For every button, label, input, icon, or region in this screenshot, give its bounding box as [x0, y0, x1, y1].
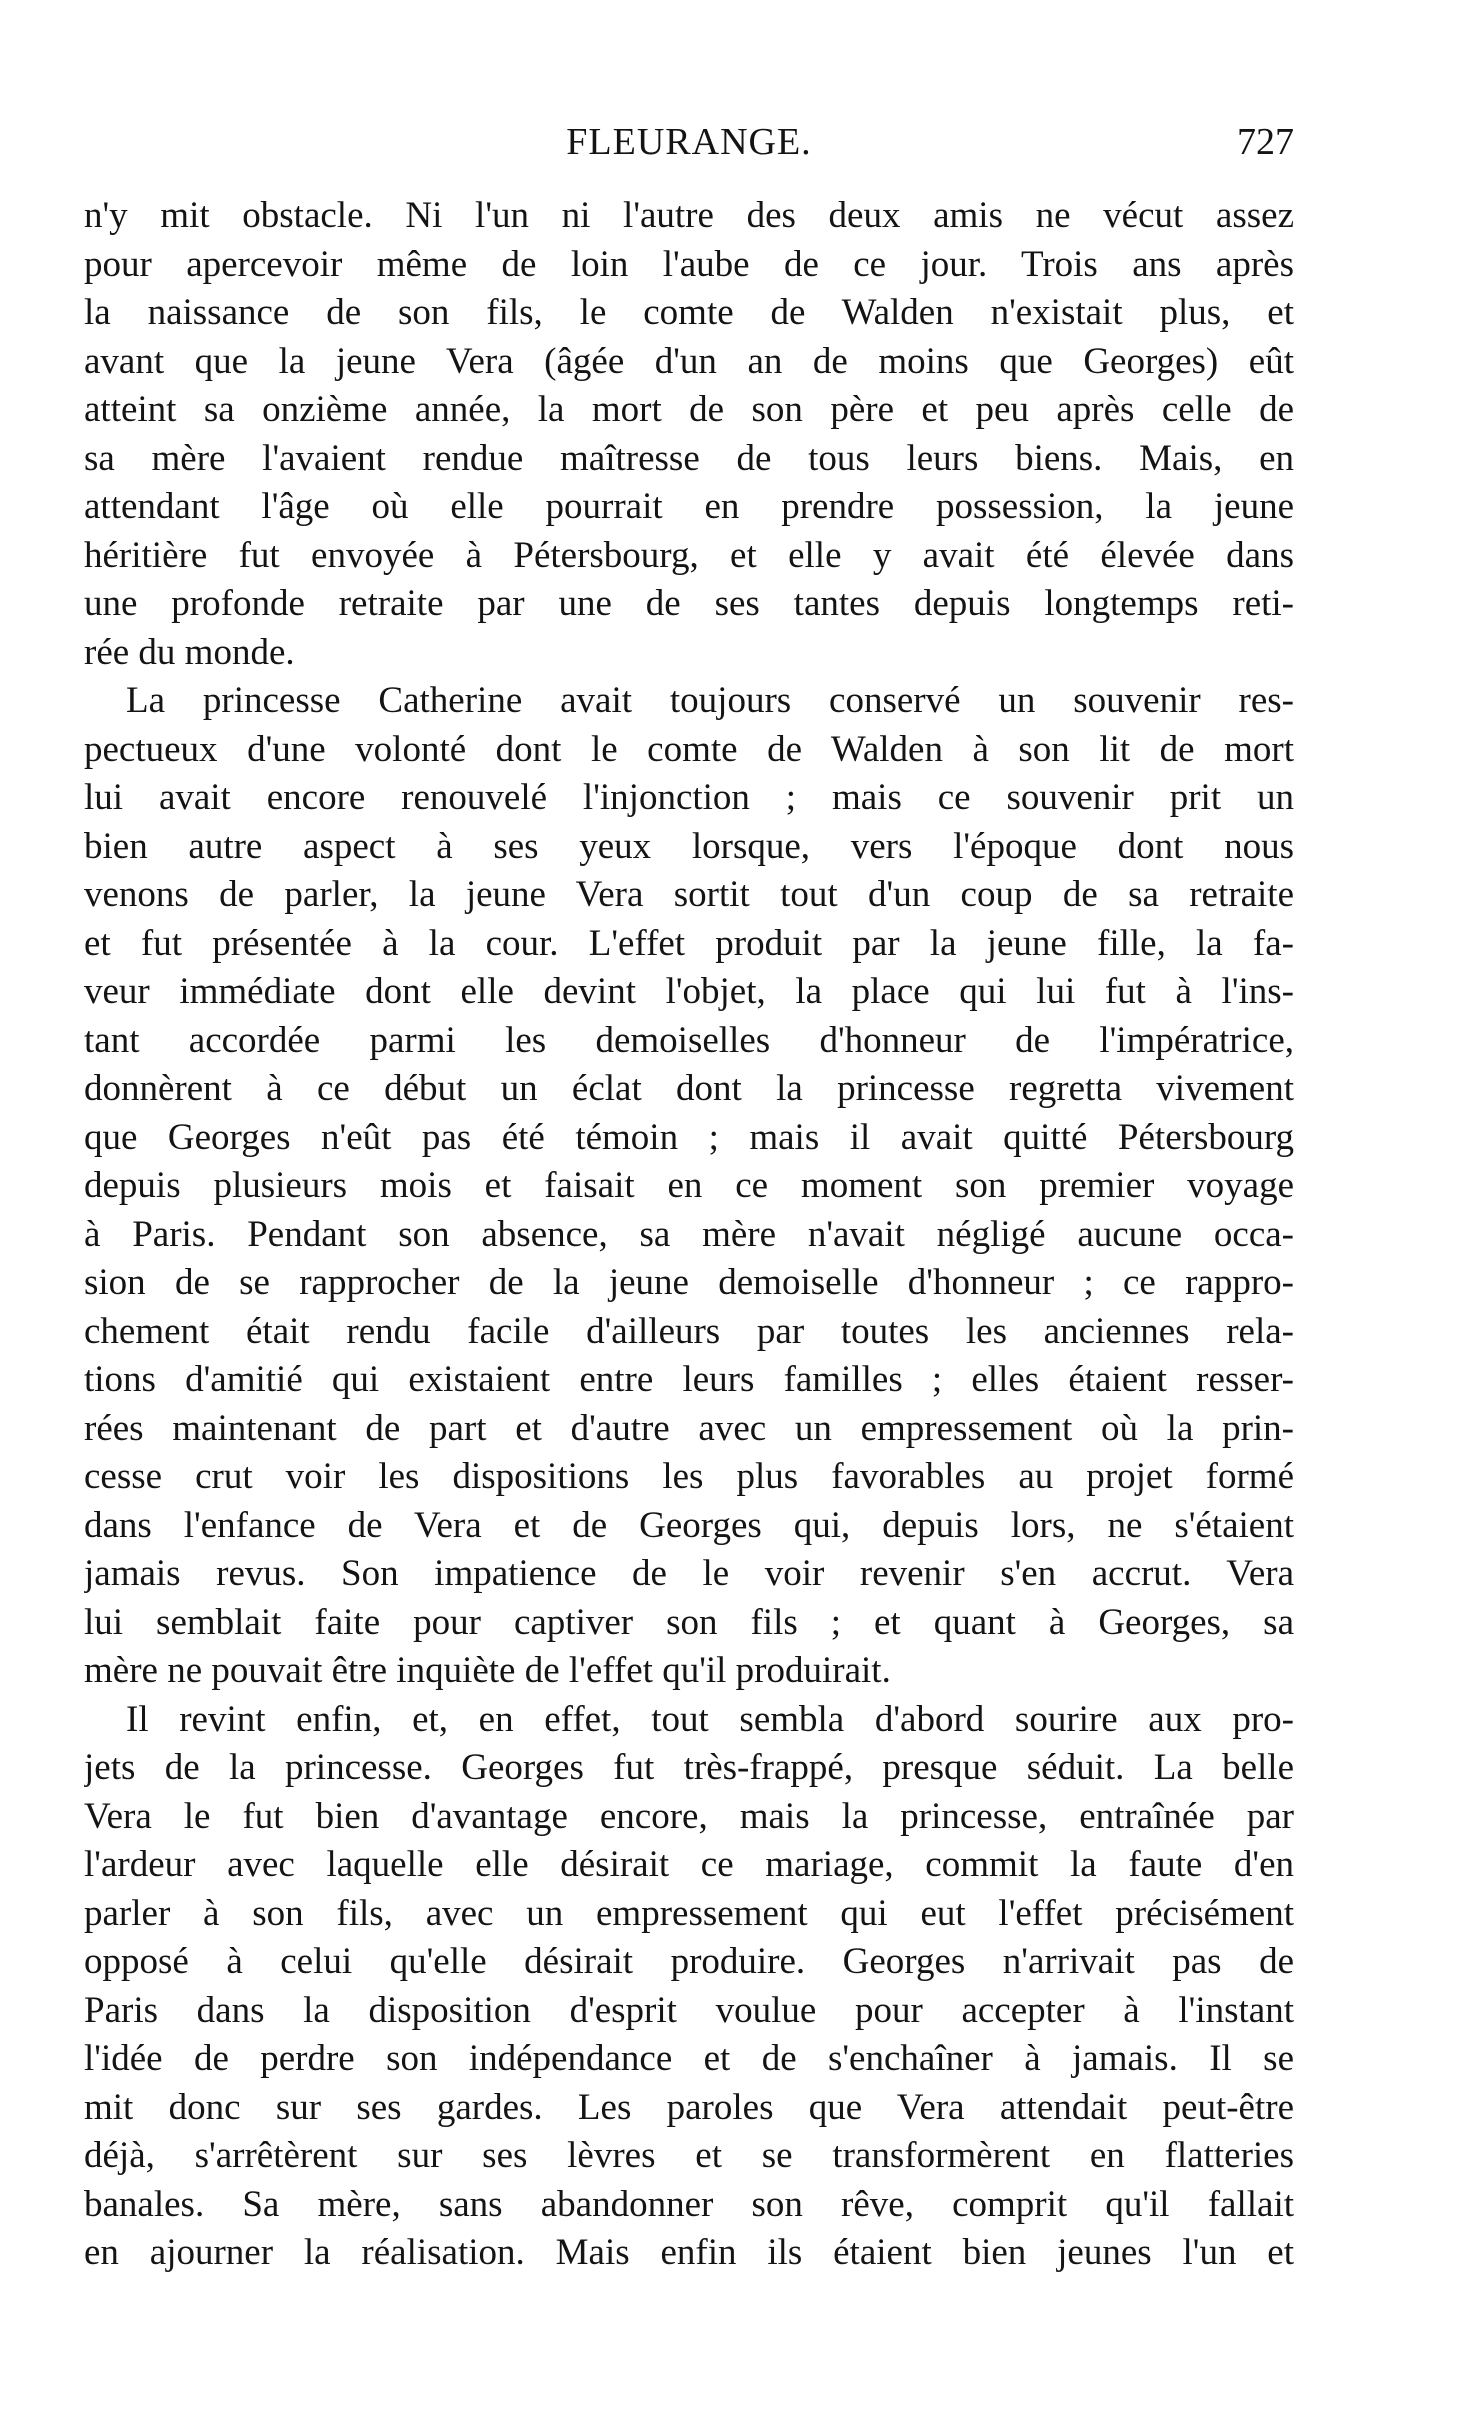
- text-line: sa mère l'avaient rendue maîtresse de tous leurs biens. Mais, en: [84, 437, 1294, 479]
- text-line: l'idée de perdre son indépendance et de s'enchaîner à jamais. Il se: [84, 2038, 1294, 2079]
- text-line: pectueux d'une volonté dont le comte de Walden à son lit de mort: [84, 728, 1294, 770]
- text-line: parler à son fils, avec un empressement qui eut l'effet précisément: [84, 1892, 1294, 1934]
- body-text: [84, 192, 1294, 2278]
- text-line: rée du monde.: [84, 631, 295, 673]
- text-line: banales. Sa mère, sans abandonner son rêve, comprit qu'il fallait: [84, 2183, 1294, 2225]
- text-line: tant accordée parmi les demoiselles d'honneur de l'impératrice,: [84, 1019, 1294, 1061]
- text-line: la naissance de son fils, le comte de Walden n'existait plus, et: [84, 292, 1294, 333]
- text-line: une profonde retraite par une de ses tantes depuis longtemps reti-: [84, 583, 1294, 624]
- text-line: Paris dans la disposition d'esprit voulue pour accepter à l'instant: [84, 1989, 1294, 2031]
- text-line: que Georges n'eût pas été témoin ; mais il avait quitté Pétersbourg: [84, 1116, 1294, 1158]
- text-line: à Paris. Pendant son absence, sa mère n'avait négligé aucune occa-: [84, 1213, 1294, 1255]
- text-line: sion de se rapprocher de la jeune demoiselle d'honneur ; ce rappro-: [84, 1262, 1294, 1303]
- text-line: La princesse Catherine avait toujours conservé un souvenir res-: [126, 680, 1294, 721]
- text-line: dans l'enfance de Vera et de Georges qui, depuis lors, ne s'étaient: [84, 1504, 1294, 1546]
- text-line: venons de parler, la jeune Vera sortit tout d'un coup de sa retraite: [84, 874, 1294, 915]
- text-line: avant que la jeune Vera (âgée d'un an de moins que Georges) eût: [84, 340, 1294, 382]
- text-line: atteint sa onzième année, la mort de son père et peu après celle de: [84, 389, 1294, 430]
- text-line: mère ne pouvait être inquiète de l'effet qu'il produirait.: [84, 1650, 891, 1691]
- text-line: chement était rendu facile d'ailleurs par toutes les anciennes rela-: [84, 1310, 1294, 1352]
- text-line: et fut présentée à la cour. L'effet produit par la jeune fille, la fa-: [84, 922, 1294, 964]
- text-line: jamais revus. Son impatience de le voir revenir s'en accrut. Vera: [84, 1553, 1294, 1594]
- text-line: lui semblait faite pour captiver son fils ; et quant à Georges, sa: [84, 1601, 1294, 1643]
- text-line: veur immédiate dont elle devint l'objet, la place qui lui fut à l'ins-: [84, 971, 1294, 1012]
- text-line: opposé à celui qu'elle désirait produire. Georges n'arrivait pas de: [84, 1941, 1294, 1982]
- page-number: 727: [1237, 121, 1294, 163]
- text-line: déjà, s'arrêtèrent sur ses lèvres et se transformèrent en flatteries: [84, 2135, 1294, 2176]
- running-head: [84, 112, 1294, 172]
- text-line: tions d'amitié qui existaient entre leurs familles ; elles étaient resser-: [84, 1359, 1294, 1400]
- text-line: rées maintenant de part et d'autre avec un empressement où la prin-: [84, 1407, 1294, 1449]
- text-line: héritière fut envoyée à Pétersbourg, et elle y avait été élevée dans: [84, 534, 1294, 576]
- text-line: bien autre aspect à ses yeux lorsque, vers l'époque dont nous: [84, 825, 1294, 867]
- text-line: pour apercevoir même de loin l'aube de ce jour. Trois ans après: [84, 243, 1294, 285]
- text-line: cesse crut voir les dispositions les plus favorables au projet formé: [84, 1456, 1294, 1497]
- text-line: attendant l'âge où elle pourrait en prendre possession, la jeune: [84, 486, 1294, 527]
- text-line: lui avait encore renouvelé l'injonction ; mais ce souvenir prit un: [84, 777, 1294, 818]
- text-line: l'ardeur avec laquelle elle désirait ce mariage, commit la faute d'en: [84, 1844, 1294, 1885]
- text-line: Vera le fut bien d'avantage encore, mais la princesse, entraînée par: [84, 1795, 1294, 1837]
- text-line: donnèrent à ce début un éclat dont la princesse regretta vivement: [84, 1068, 1294, 1109]
- text-line: depuis plusieurs mois et faisait en ce moment son premier voyage: [84, 1165, 1294, 1206]
- text-line: n'y mit obstacle. Ni l'un ni l'autre des deux amis ne vécut assez: [84, 195, 1294, 236]
- text-line: jets de la princesse. Georges fut très-frappé, presque séduit. La belle: [84, 1747, 1294, 1788]
- text-line: en ajourner la réalisation. Mais enfin ils étaient bien jeunes l'un et: [84, 2232, 1294, 2273]
- text-line: mit donc sur ses gardes. Les paroles que Vera attendait peut-être: [84, 2086, 1294, 2128]
- text-line: Il revint enfin, et, en effet, tout sembla d'abord sourire aux pro-: [126, 1698, 1294, 1740]
- running-title: FLEURANGE.: [566, 121, 812, 163]
